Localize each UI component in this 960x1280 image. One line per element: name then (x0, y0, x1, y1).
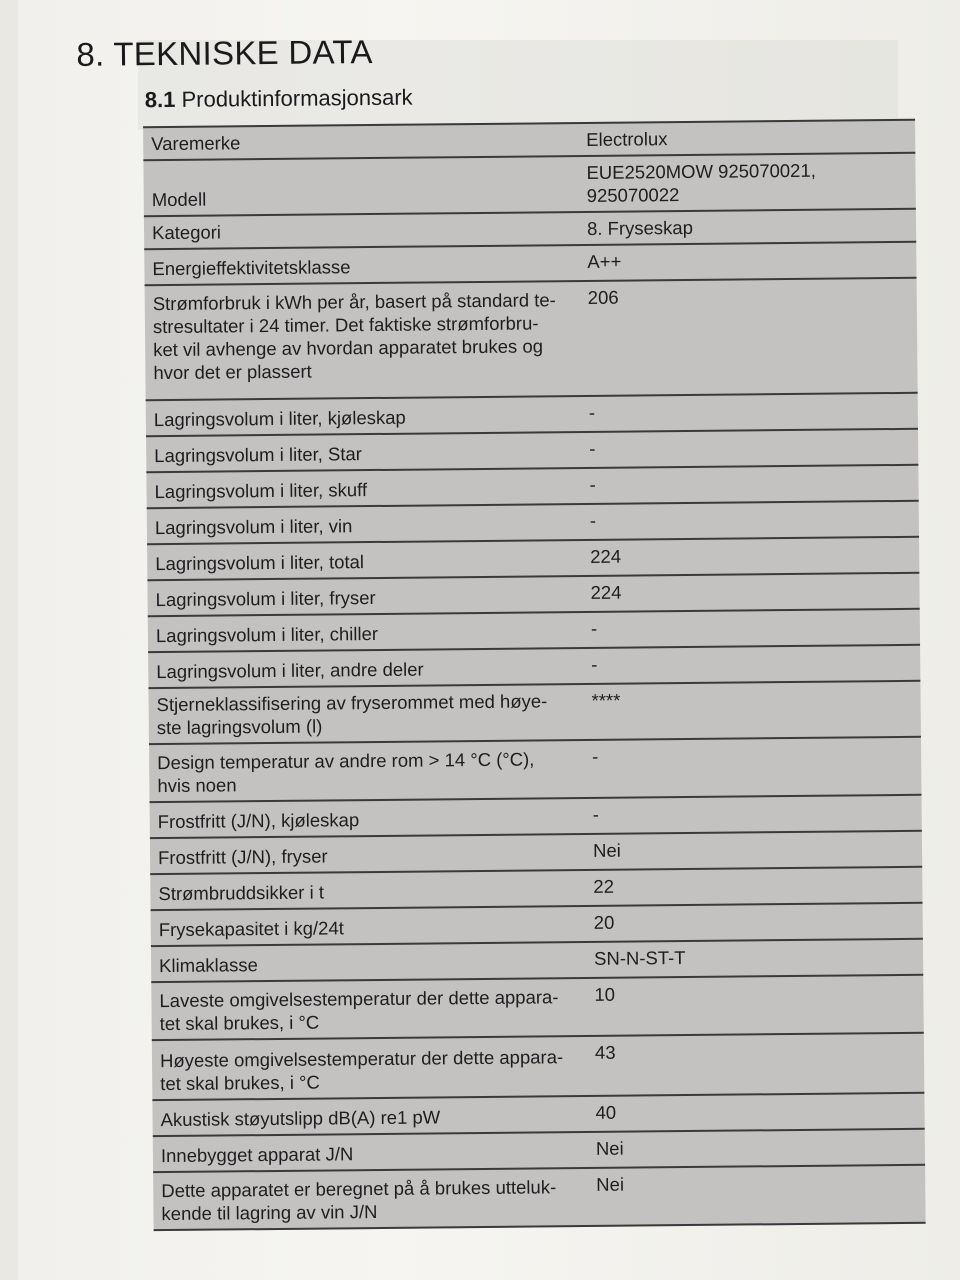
row-value-line: - (591, 653, 598, 675)
row-value-line: - (589, 473, 596, 495)
row-label (148, 685, 585, 743)
row-value-line: **** (591, 689, 621, 711)
row-value (583, 394, 918, 431)
row-value-line: Nei (595, 1137, 624, 1159)
row-value-line: 40 (595, 1101, 617, 1123)
row-value (582, 279, 918, 395)
row-label (151, 979, 589, 1039)
row-label (143, 124, 580, 159)
product-information-table (143, 119, 926, 1231)
row-value (587, 832, 922, 869)
row-value-line: SN-N-ST-T (593, 947, 686, 969)
table-row (151, 976, 924, 1041)
table-row (148, 682, 921, 745)
row-value (588, 976, 924, 1035)
row-label-line: Kategori (151, 221, 222, 244)
row-label-line: Stjerneklassifisering av fryserommet med høye- (156, 690, 548, 716)
row-value-line: 224 (590, 545, 622, 567)
row-value-line: Nei (592, 839, 621, 861)
row-label (148, 649, 585, 687)
row-label (150, 799, 587, 837)
row-label (150, 871, 587, 909)
row-label-line: Høyeste omgivelsestemperatur der dette appara- (159, 1046, 564, 1072)
row-label-line: Frostfritt (J/N), fryser (157, 845, 328, 869)
table-row (153, 1166, 926, 1231)
row-value-line: 224 (590, 581, 622, 603)
row-label-line: Lagringsvolum i liter, chiller (155, 622, 379, 647)
row-label-line: Dette apparatet er beregnet på å brukes utteluk- (161, 1176, 557, 1202)
row-value-line: Electrolux (586, 128, 668, 150)
row-label-line: Lagringsvolum i liter, Star (154, 443, 363, 467)
row-value (581, 243, 916, 280)
row-value-line: - (592, 803, 599, 825)
row-value-line: 20 (593, 911, 615, 933)
row-value (581, 210, 916, 244)
row-label (153, 1133, 590, 1171)
row-value (580, 154, 916, 211)
section-title: TEKNISKE DATA (113, 33, 373, 73)
row-value (583, 430, 918, 467)
row-value (580, 121, 915, 155)
subsection-heading (145, 85, 413, 114)
row-label-line: Lagringsvolum i liter, fryser (155, 587, 376, 611)
row-label-line: Lagringsvolum i liter, andre deler (156, 658, 424, 683)
row-label (153, 1169, 591, 1229)
row-value-line: - (588, 401, 596, 423)
row-label (152, 1037, 590, 1099)
row-label-line: Lagringsvolum i liter, skuff (154, 479, 368, 503)
row-value (588, 904, 923, 941)
table-row (145, 279, 918, 401)
table-row (143, 154, 916, 217)
row-label-line: ste lagringsvolum (l) (156, 715, 323, 739)
row-value (585, 682, 921, 739)
row-value-line: 22 (593, 875, 615, 897)
row-label (149, 741, 587, 801)
row-label-line: Modell (151, 188, 207, 211)
row-label-line: Laveste omgivelsestemperatur der dette appara- (159, 986, 559, 1012)
subsection-title: Produktinformasjonsark (181, 84, 413, 112)
row-label (146, 433, 583, 471)
row-label-line: hvor det er plassert (153, 360, 312, 384)
row-value-line: - (592, 745, 599, 767)
row-value (584, 502, 919, 539)
row-value (586, 738, 922, 797)
row-value-line: 8. Fryseskap (586, 216, 694, 239)
row-label-line: tet skal brukes, i °C (159, 1011, 320, 1035)
row-value (588, 940, 923, 977)
row-value (584, 574, 919, 611)
row-label-line: Strømbruddsikker i t (158, 881, 325, 905)
row-value-line: - (589, 509, 597, 531)
row-value (589, 1034, 925, 1095)
row-value (590, 1166, 926, 1225)
row-label-line: ket vil avhenge av hvordan apparatet brukes og (153, 335, 544, 361)
table-row (149, 738, 922, 803)
row-label (146, 397, 583, 435)
row-label (147, 541, 584, 579)
row-value-line: A++ (587, 250, 622, 272)
row-label (148, 613, 585, 651)
row-value-line: - (590, 617, 598, 639)
row-label-line: Lagringsvolum i liter, vin (154, 515, 353, 539)
row-label-line: hvis noen (157, 774, 237, 797)
row-label-line: Frostfritt (J/N), kjøleskap (157, 809, 360, 833)
row-label-line: Lagringsvolum i liter, total (155, 551, 365, 575)
row-value (587, 796, 922, 833)
subsection-number: 8.1 (144, 86, 176, 113)
row-label-line: Akustisk støyutslipp dB(A) re1 pW (160, 1106, 441, 1131)
row-label (144, 246, 581, 284)
row-label-line: Energieffektivitetsklasse (152, 256, 351, 280)
row-value (587, 868, 922, 905)
row-label (144, 213, 581, 248)
row-value (585, 646, 920, 683)
table-row (152, 1034, 925, 1101)
row-label (147, 577, 584, 615)
row-label-line: Lagringsvolum i liter, kjøleskap (153, 406, 406, 431)
row-value-line: 925070022 (586, 184, 680, 206)
row-value (584, 538, 919, 575)
section-heading (76, 33, 373, 74)
row-value-line: Nei (596, 1173, 625, 1195)
row-label (147, 505, 584, 543)
row-label-line: Frysekapasitet i kg/24t (158, 917, 344, 941)
section-number: 8. (76, 35, 105, 73)
row-value-line: 206 (587, 286, 619, 308)
row-value (585, 610, 920, 647)
row-label (145, 282, 583, 399)
row-value-line: - (589, 437, 596, 459)
row-label-line: Klimaklasse (159, 954, 258, 977)
row-label-line: Innebygget apparat J/N (160, 1143, 354, 1167)
row-value-line: 43 (594, 1041, 616, 1063)
row-label-line: Strømforbruk i kWh per år, basert på standard te- (152, 289, 556, 315)
row-label-line: Design temperatur av andre rom > 14 °C (°C), (157, 748, 535, 774)
row-label-line: stresultater i 24 timer. Det faktiske strømforbru- (152, 312, 539, 338)
row-label (146, 469, 583, 507)
row-label-line: tet skal brukes, i °C (160, 1071, 320, 1095)
row-value (583, 466, 918, 503)
row-label (150, 835, 587, 873)
row-value (589, 1094, 924, 1131)
row-value (590, 1130, 925, 1167)
row-label-line: kende til lagring av vin J/N (161, 1201, 378, 1225)
row-value-line: EUE2520MOW 925070021, (586, 159, 816, 183)
row-label (152, 1097, 589, 1135)
row-value-line: 10 (594, 983, 616, 1005)
row-label (151, 943, 588, 981)
row-label-line: Varemerke (151, 132, 241, 155)
row-label (143, 157, 580, 215)
row-label (151, 907, 588, 945)
